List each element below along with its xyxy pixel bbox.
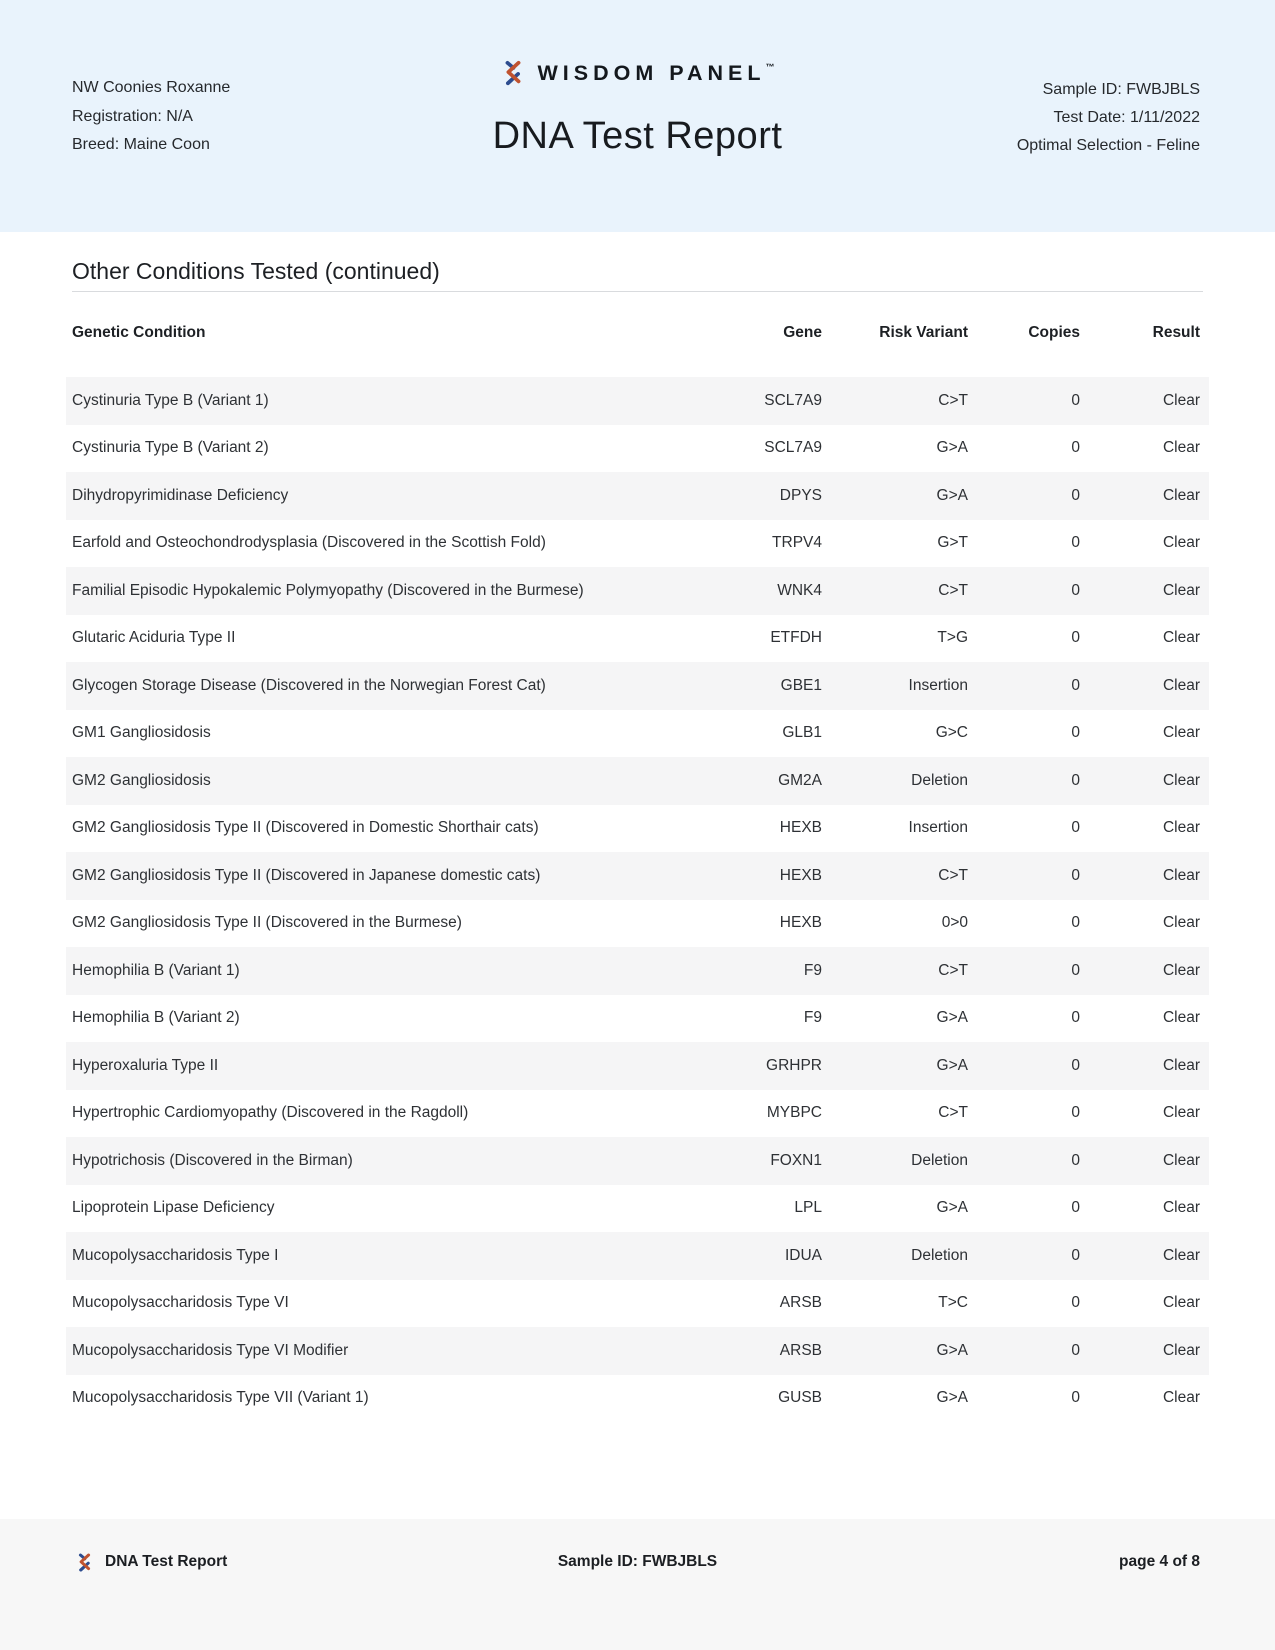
condition-cell: GM2 Gangliosidosis Type II (Discovered in Domestic Shorthair cats) xyxy=(72,819,539,837)
copies-cell: 0 xyxy=(1071,961,1080,979)
result-cell: Clear xyxy=(1162,1151,1200,1169)
condition-cell: Hyperoxaluria Type II xyxy=(72,1056,219,1074)
result-cell: Clear xyxy=(1162,676,1200,694)
condition-cell: Mucopolysaccharidosis Type VII (Variant 1) xyxy=(72,1389,369,1407)
condition-cell: Hypotrichosis (Discovered in the Birman) xyxy=(72,1151,353,1169)
report-title: DNA Test Report xyxy=(492,115,783,157)
table-row xyxy=(66,1137,1209,1185)
report-footer xyxy=(0,1519,1275,1650)
result-cell: Clear xyxy=(1162,866,1200,884)
copies-cell: 0 xyxy=(1071,819,1080,837)
gene-cell: F9 xyxy=(803,1009,822,1027)
copies-cell: 0 xyxy=(1071,1294,1080,1312)
brand-name: WISDOM PANEL™ xyxy=(537,60,775,85)
column-header-result: Result xyxy=(1152,324,1200,341)
footer-left xyxy=(75,1551,227,1574)
result-cell: Clear xyxy=(1162,1389,1200,1407)
condition-cell: Mucopolysaccharidosis Type VI xyxy=(72,1294,289,1312)
table-row xyxy=(66,805,1209,853)
table-row xyxy=(66,425,1209,473)
gene-cell: GM2A xyxy=(778,771,822,789)
dna-helix-icon xyxy=(75,1551,94,1574)
column-header-genetic-condition: Genetic Condition xyxy=(72,324,206,341)
conditions-table xyxy=(66,310,1209,1422)
result-cell: Clear xyxy=(1162,439,1200,457)
test-date: Test Date: 1/11/2022 xyxy=(1053,109,1200,126)
result-cell: Clear xyxy=(1162,629,1200,647)
copies-cell: 0 xyxy=(1071,914,1080,932)
copies-cell: 0 xyxy=(1071,724,1080,742)
condition-cell: GM2 Gangliosidosis xyxy=(72,771,211,789)
dna-helix-icon xyxy=(500,58,526,88)
copies-cell: 0 xyxy=(1071,676,1080,694)
table-header-row xyxy=(66,310,1209,377)
variant-cell: T>C xyxy=(938,1294,968,1312)
gene-cell: SCL7A9 xyxy=(764,391,822,409)
table-row xyxy=(66,947,1209,995)
result-cell: Clear xyxy=(1162,391,1200,409)
result-cell: Clear xyxy=(1162,1056,1200,1074)
variant-cell: T>G xyxy=(937,629,968,647)
gene-cell: HEXB xyxy=(779,866,822,884)
variant-cell: Insertion xyxy=(908,676,968,694)
result-cell: Clear xyxy=(1162,1246,1200,1264)
table-row xyxy=(66,1185,1209,1233)
gene-cell: GLB1 xyxy=(782,724,822,742)
result-cell: Clear xyxy=(1162,961,1200,979)
condition-cell: Glutaric Aciduria Type II xyxy=(72,629,236,647)
copies-cell: 0 xyxy=(1071,581,1080,599)
gene-cell: TRPV4 xyxy=(772,534,822,552)
gene-cell: GRHPR xyxy=(766,1056,822,1074)
condition-cell: GM2 Gangliosidosis Type II (Discovered in the Burmese) xyxy=(72,914,462,932)
copies-cell: 0 xyxy=(1071,1389,1080,1407)
gene-cell: WNK4 xyxy=(777,581,822,599)
variant-cell: G>A xyxy=(936,1009,968,1027)
variant-cell: C>T xyxy=(938,581,968,599)
table-row xyxy=(66,1327,1209,1375)
variant-cell: G>A xyxy=(936,486,968,504)
gene-cell: FOXN1 xyxy=(770,1151,822,1169)
condition-cell: Lipoprotein Lipase Deficiency xyxy=(72,1199,275,1217)
table-row xyxy=(66,995,1209,1043)
condition-cell: Hemophilia B (Variant 1) xyxy=(72,961,240,979)
pet-name: NW Coonies Roxanne xyxy=(72,79,231,96)
result-cell: Clear xyxy=(1162,581,1200,599)
table-row xyxy=(66,615,1209,663)
variant-cell: 0>0 xyxy=(941,914,968,932)
trademark-symbol: ™ xyxy=(765,61,775,72)
table-row xyxy=(66,377,1209,425)
table-row xyxy=(66,900,1209,948)
table-row xyxy=(66,1280,1209,1328)
variant-cell: G>T xyxy=(937,534,968,552)
gene-cell: DPYS xyxy=(779,486,822,504)
table-body xyxy=(66,377,1209,1422)
footer-title: DNA Test Report xyxy=(105,1553,228,1570)
result-cell: Clear xyxy=(1162,534,1200,552)
table-row xyxy=(66,1042,1209,1090)
variant-cell: C>T xyxy=(938,961,968,979)
result-cell: Clear xyxy=(1162,1009,1200,1027)
copies-cell: 0 xyxy=(1071,1056,1080,1074)
gene-cell: LPL xyxy=(794,1199,822,1217)
column-header-gene: Gene xyxy=(783,324,822,341)
condition-cell: GM1 Gangliosidosis xyxy=(72,724,211,742)
copies-cell: 0 xyxy=(1071,629,1080,647)
table-row xyxy=(66,1232,1209,1280)
result-cell: Clear xyxy=(1162,1104,1200,1122)
result-cell: Clear xyxy=(1162,1341,1200,1359)
copies-cell: 0 xyxy=(1071,439,1080,457)
sample-id: Sample ID: FWBJBLS xyxy=(1042,81,1200,98)
gene-cell: F9 xyxy=(803,961,822,979)
copies-cell: 0 xyxy=(1071,1199,1080,1217)
sample-info xyxy=(1017,76,1200,160)
gene-cell: GUSB xyxy=(778,1389,822,1407)
table-row xyxy=(66,710,1209,758)
variant-cell: C>T xyxy=(938,391,968,409)
variant-cell: G>A xyxy=(936,1056,968,1074)
gene-cell: GBE1 xyxy=(780,676,822,694)
gene-cell: ETFDH xyxy=(770,629,822,647)
variant-cell: G>A xyxy=(936,1389,968,1407)
condition-cell: Earfold and Osteochondrodysplasia (Discovered in the Scottish Fold) xyxy=(72,534,546,552)
footer-page-number: page 4 of 8 xyxy=(1119,1553,1200,1570)
condition-cell: GM2 Gangliosidosis Type II (Discovered in Japanese domestic cats) xyxy=(72,866,541,884)
variant-cell: Deletion xyxy=(911,771,968,789)
variant-cell: G>C xyxy=(935,724,968,742)
table-row xyxy=(66,472,1209,520)
variant-cell: Deletion xyxy=(911,1246,968,1264)
variant-cell: C>T xyxy=(938,1104,968,1122)
copies-cell: 0 xyxy=(1071,1246,1080,1264)
column-header-risk-variant: Risk Variant xyxy=(879,324,968,341)
table-row xyxy=(66,1090,1209,1138)
variant-cell: Deletion xyxy=(911,1151,968,1169)
copies-cell: 0 xyxy=(1071,1341,1080,1359)
gene-cell: ARSB xyxy=(779,1294,822,1312)
pet-breed: Breed: Maine Coon xyxy=(72,136,210,153)
variant-cell: C>T xyxy=(938,866,968,884)
table-row xyxy=(66,520,1209,568)
copies-cell: 0 xyxy=(1071,486,1080,504)
result-cell: Clear xyxy=(1162,724,1200,742)
gene-cell: HEXB xyxy=(779,819,822,837)
condition-cell: Mucopolysaccharidosis Type VI Modifier xyxy=(72,1341,349,1359)
gene-cell: SCL7A9 xyxy=(764,439,822,457)
copies-cell: 0 xyxy=(1071,1104,1080,1122)
result-cell: Clear xyxy=(1162,819,1200,837)
result-cell: Clear xyxy=(1162,1294,1200,1312)
copies-cell: 0 xyxy=(1071,866,1080,884)
report-header xyxy=(0,0,1275,232)
result-cell: Clear xyxy=(1162,486,1200,504)
table-row xyxy=(66,662,1209,710)
footer-row xyxy=(75,1547,1200,1577)
gene-cell: IDUA xyxy=(784,1246,822,1264)
variant-cell: Insertion xyxy=(908,819,968,837)
section-title: Other Conditions Tested (continued) xyxy=(72,258,440,284)
condition-cell: Familial Episodic Hypokalemic Polymyopathy (Discovered in the Burmese) xyxy=(72,581,584,599)
copies-cell: 0 xyxy=(1071,534,1080,552)
copies-cell: 0 xyxy=(1071,1009,1080,1027)
result-cell: Clear xyxy=(1162,1199,1200,1217)
product-name: Optimal Selection - Feline xyxy=(1016,137,1200,154)
condition-cell: Hemophilia B (Variant 2) xyxy=(72,1009,240,1027)
table-row xyxy=(66,1375,1209,1423)
table-row xyxy=(66,757,1209,805)
pet-registration: Registration: N/A xyxy=(72,107,193,125)
section-divider xyxy=(72,291,1203,292)
condition-cell: Dihydropyrimidinase Deficiency xyxy=(72,486,289,504)
variant-cell: G>A xyxy=(936,1341,968,1359)
condition-cell: Cystinuria Type B (Variant 1) xyxy=(72,391,269,409)
footer-sample-id: Sample ID: FWBJBLS xyxy=(557,1553,718,1570)
result-cell: Clear xyxy=(1162,914,1200,932)
condition-cell: Glycogen Storage Disease (Discovered in the Norwegian Forest Cat) xyxy=(72,676,546,694)
variant-cell: G>A xyxy=(936,1199,968,1217)
condition-cell: Mucopolysaccharidosis Type I xyxy=(72,1246,279,1264)
condition-cell: Hypertrophic Cardiomyopathy (Discovered in the Ragdoll) xyxy=(72,1104,469,1122)
result-cell: Clear xyxy=(1162,771,1200,789)
variant-cell: G>A xyxy=(936,439,968,457)
gene-cell: MYBPC xyxy=(766,1104,822,1122)
copies-cell: 0 xyxy=(1071,1151,1080,1169)
gene-cell: ARSB xyxy=(779,1341,822,1359)
column-header-copies: Copies xyxy=(1028,324,1080,341)
gene-cell: HEXB xyxy=(779,914,822,932)
table-row xyxy=(66,567,1209,615)
condition-cell: Cystinuria Type B (Variant 2) xyxy=(72,439,269,457)
table-row xyxy=(66,852,1209,900)
copies-cell: 0 xyxy=(1071,391,1080,409)
copies-cell: 0 xyxy=(1071,771,1080,789)
